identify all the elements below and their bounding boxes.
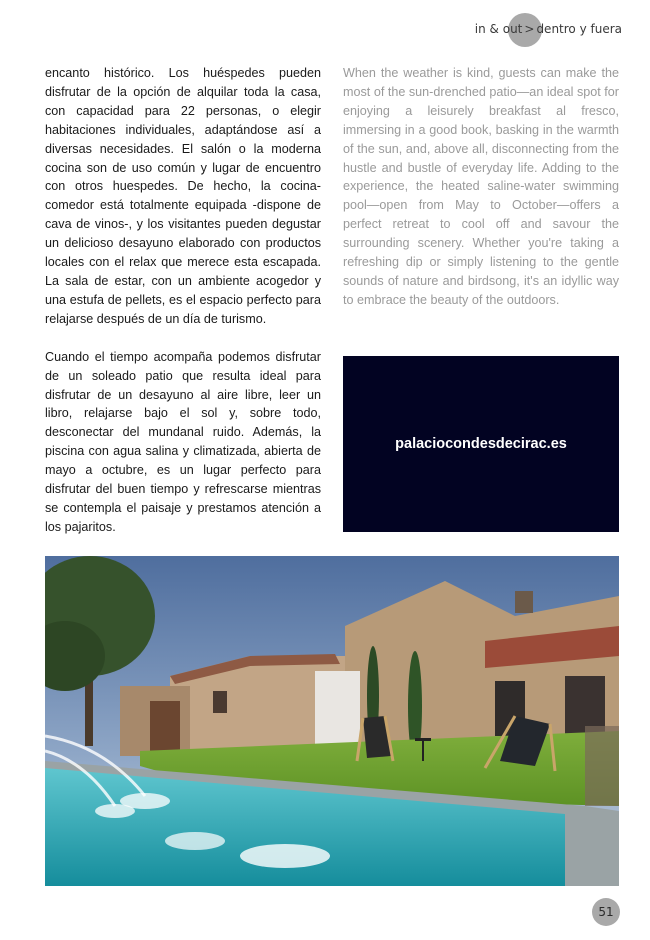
page-number: 51 [592,898,620,926]
english-paragraph-1: When the weather is kind, guests can make the most of the sun-drenched patio—an ideal spot for enjoying a leisurely breakfast al fresco, immersing in a good book, basking in the warmth of the sun, and, above all, disconnecting from the hustle and bustle of everyday life. Adding to the experience, the heated saline-water swimming pool—open from May to October—offers a perfect retreat to cool off and savour the surrounding scenery. Whether you're taking a refreshing dip or simply listening to the gentle sounds of nature and birdsong, it's an idyllic way to embrace the beauty of the outdoors. [343,66,619,307]
spanish-column [45,64,321,537]
pool-courtyard-photo [45,556,619,886]
website-ad-box [343,356,619,532]
spanish-paragraph-2: Cuando el tiempo acompaña podemos disfrutar de un soleado patio que resulta ideal para disfrutar de un desayuno al aire libre, leer un libro, relajarse bajo el sol y, sobre todo, desconectar del mundanal ruido. Además, la piscina con agua salina y climatizada, abierta de mayo a octubre, es un lugar perfecto para disfrutar del buen tiempo y refrescarse mientras se contempla el paisaje y prestamos atención a los pajaritos. [45,349,321,534]
english-column [343,64,619,310]
website-url[interactable]: palaciocondesdecirac.es [395,436,567,452]
header-dentro-y-fuera: dentro y fuera [536,22,622,36]
section-header [475,22,622,36]
spanish-paragraph-1: encanto histórico. Los huéspedes pueden disfrutar de la opción de alquilar toda la casa, con capacidad para 22 personas, o elegir habitaciones individuales, adaptándose así a diversas necesidades. El salón o la moderna cocina son de uso común y lugar de encuentro con otros huespedes. De hecho, la cocina-comedor está totalmente equipada -dispone de cava de vinos-, y los visitantes pueden degustar un delicioso desayuno elaborado con productos locales con el relax que merece esta escapada. La sala de estar, con un ambiente acogedor y una estufa de pellets, es el espacio perfecto para relajarse después de un día de turismo. [45,66,321,326]
header-separator: > [524,22,535,36]
header-in-out: in & out [474,22,523,36]
